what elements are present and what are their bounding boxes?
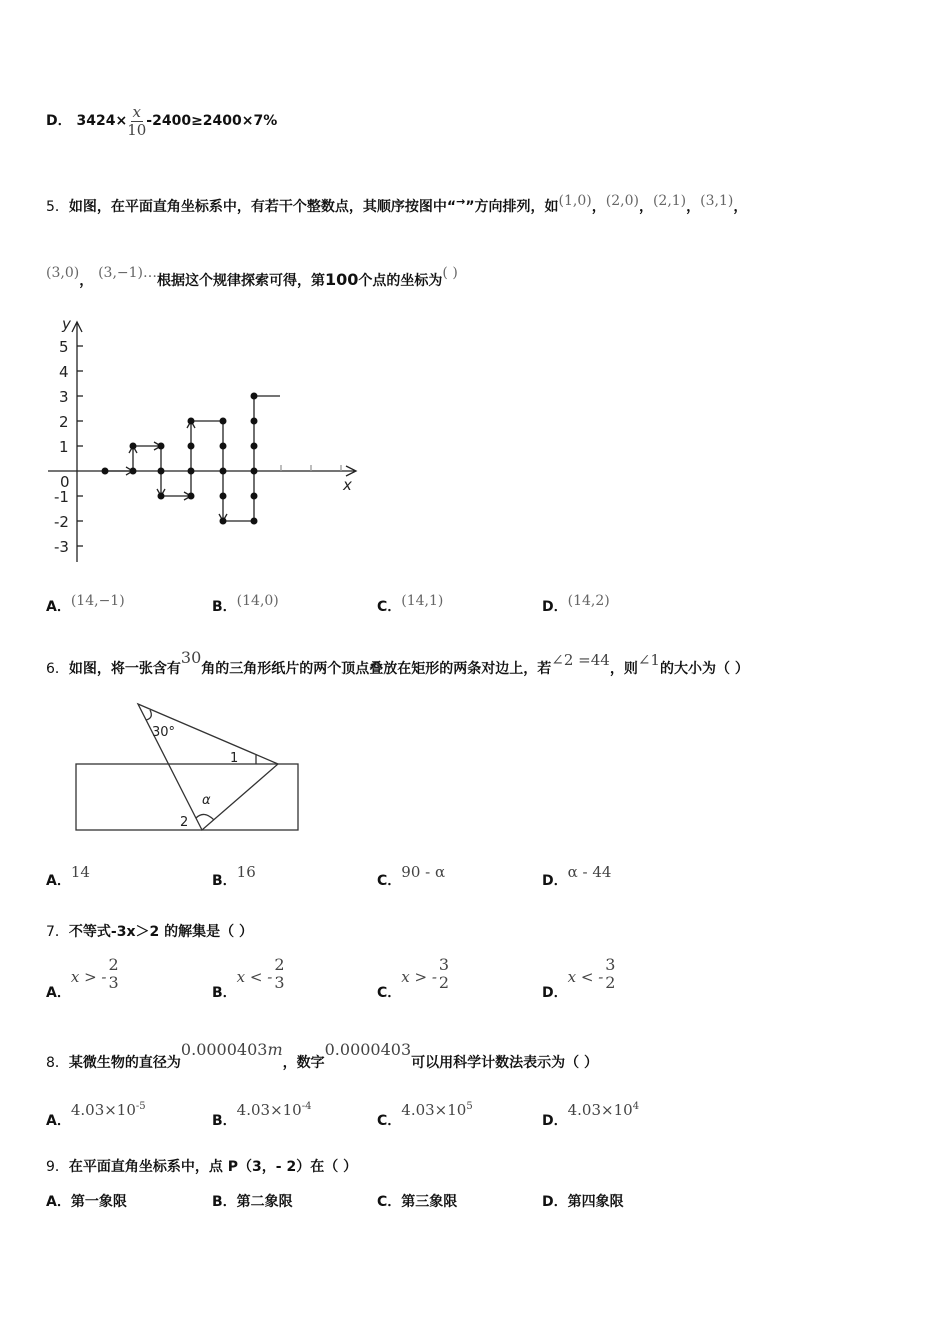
q6-triangle-figure [70, 698, 310, 838]
q4d-pre: 3424× [76, 113, 128, 129]
q6-option-b[interactable]: B．16 [212, 863, 256, 889]
q5-option-d[interactable]: D．(14,2) [542, 593, 610, 615]
q5-line1: 5．如图，在平面直角坐标系中，有若干个整数点，其顺序按图中“→”方向排列，如(1,0)，(2,0)，(2,1)，(3,1)， [46, 193, 748, 215]
q5-option-a[interactable]: A．(14,−1) [46, 593, 125, 615]
y-tick-label: -1 [54, 488, 69, 506]
angle-30-label: 30° [152, 725, 176, 740]
question-number: 6． [46, 661, 69, 677]
y-axis-label: y [62, 315, 71, 333]
angle-2-arc [196, 814, 214, 820]
q6-option-d[interactable]: D．α - 44 [542, 863, 612, 889]
q8-option-d[interactable]: D．$4.03\times 10^4$ [542, 1101, 640, 1129]
x-axis-label: x [343, 476, 352, 494]
y-tick-label: 1 [59, 438, 69, 456]
q9-line: 9．在平面直角坐标系中，点 P（3，- 2）在（ ） [46, 1159, 358, 1175]
q4d-post: -2400≥2400×7% [146, 113, 278, 129]
angle-30-arc [146, 710, 151, 720]
q7-option-c[interactable]: C．x > - 3 2 [377, 955, 450, 1001]
q5-line2: (3,0)， (3,−1)…根据这个规律探索可得，第100个点的坐标为( ) [46, 265, 458, 289]
q9-option-b[interactable]: B．第二象限 [212, 1194, 293, 1210]
y-tick-label: 4 [59, 363, 69, 381]
q5-option-c[interactable]: C．(14,1) [377, 593, 444, 615]
option-label: D． [46, 113, 72, 129]
q5-coordinate-graph [40, 312, 370, 572]
y-tick-label: -3 [54, 538, 69, 556]
question-number: 8． [46, 1055, 69, 1071]
q7-line: 7．不等式-3x＞2 的解集是（ ） [46, 924, 253, 940]
q6-line: 6．如图，将一张含有30角的三角形纸片的两个顶点叠放在矩形的两条对边上，若∠2 =44，则∠1的大小为（ ） [46, 648, 749, 677]
q8-option-b[interactable]: B．$4.03\times 10^{-4}$ [212, 1101, 312, 1129]
q8-option-a[interactable]: A．$4.03\times 10^{-5}$ [46, 1101, 146, 1129]
question-number: 7． [46, 924, 69, 940]
y-tick-label: -2 [54, 513, 69, 531]
q7-option-a[interactable]: A．x > - 2 3 [46, 955, 119, 1001]
question-number: 5． [46, 199, 69, 215]
question-number: 9． [46, 1159, 69, 1175]
y-tick-label: 2 [59, 413, 69, 431]
q7-option-b[interactable]: B．x < - 2 3 [212, 955, 285, 1001]
angle-2-label: 2 [180, 815, 189, 830]
angle-1-label: 1 [230, 751, 239, 766]
q6-option-a[interactable]: A．14 [46, 863, 90, 889]
q5-option-b[interactable]: B．(14,0) [212, 593, 279, 615]
q9-option-c[interactable]: C．第三象限 [377, 1194, 458, 1210]
q6-option-c[interactable]: C．90 - α [377, 863, 446, 889]
origin-label: 0 [60, 473, 70, 491]
arrow-glyph: → [456, 195, 466, 208]
q9-option-d[interactable]: D．第四象限 [542, 1194, 624, 1210]
y-tick-label: 3 [59, 388, 69, 406]
lattice-points [102, 393, 258, 525]
y-tick-label: 5 [59, 338, 69, 356]
q8-option-c[interactable]: C．$4.03\times 10^5$ [377, 1101, 473, 1129]
alpha-label: α [202, 793, 211, 808]
q7-option-d[interactable]: D．x < - 3 2 [542, 955, 616, 1001]
triangle [138, 704, 278, 830]
q4d-fraction: $\frac{x}{10}$ [127, 103, 147, 139]
q4-option-d [46, 104, 277, 138]
point-path [105, 396, 280, 521]
q8-line: 8．某微生物的直径为0.0000403m，数字0.0000403可以用科学计数法表示为（ ） [46, 1040, 599, 1071]
q9-option-a[interactable]: A．第一象限 [46, 1194, 127, 1210]
